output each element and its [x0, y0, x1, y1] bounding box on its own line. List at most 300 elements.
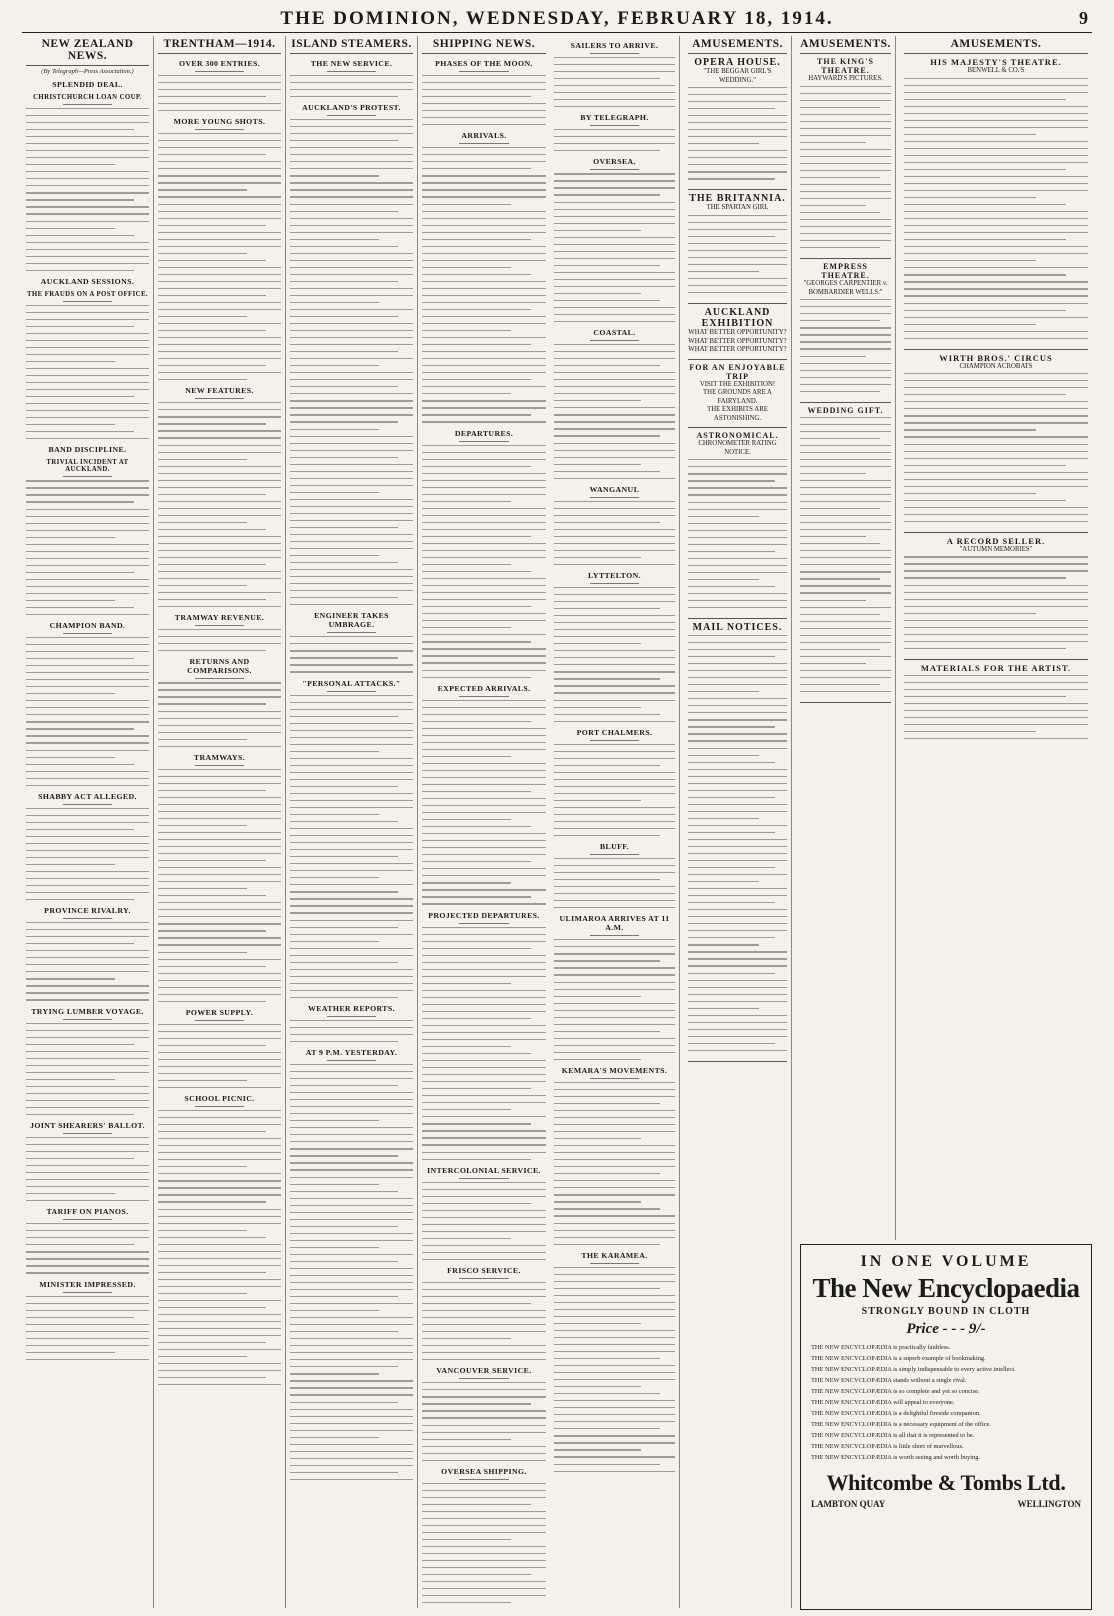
text-line: [554, 464, 641, 465]
text-line: [904, 458, 1088, 459]
ad-line: THE GROUNDS ARE A FAIRYLAND.: [703, 389, 772, 405]
text-line: [422, 480, 546, 481]
column-amusements-1: [684, 36, 792, 1608]
ency-line: THE NEW ENCYCLOPÆDIA is a delightful fireside companion.: [811, 1410, 981, 1417]
text-line: [422, 1425, 546, 1426]
text-line: [26, 878, 149, 879]
text-line: [422, 351, 546, 352]
text-line: [26, 1114, 134, 1115]
text-line: [688, 94, 787, 95]
text-line: [290, 1113, 413, 1114]
text-line: [290, 664, 413, 665]
text-line: [554, 106, 675, 107]
text-line: [26, 929, 149, 930]
ad-text-lines: [904, 675, 1088, 739]
text-line: [290, 590, 413, 591]
text-line: [290, 393, 413, 394]
text-line: [26, 396, 134, 397]
text-line: [904, 274, 1066, 275]
section-heading: EXPECTED ARRIVALS.: [437, 683, 531, 693]
ad-title: MATERIALS FOR THE ARTIST.: [920, 662, 1072, 673]
text-line: [290, 751, 379, 752]
text-line: [554, 321, 675, 322]
text-line: [554, 1414, 675, 1415]
section-heading: TRYING LUMBER VOYAGE.: [31, 1006, 144, 1016]
text-line: [26, 558, 149, 559]
section-rule: [590, 935, 638, 936]
text-line: [554, 907, 675, 908]
section-heading: THE NEW SERVICE.: [310, 59, 393, 68]
text-line: [290, 1226, 398, 1227]
text-line: [422, 239, 531, 240]
text-line: [904, 232, 1088, 233]
text-line: [290, 1282, 413, 1283]
text-line: [904, 338, 1088, 339]
text-line: [290, 147, 413, 148]
text-line: [422, 1289, 546, 1290]
text-line: [290, 772, 413, 773]
text-line: [554, 629, 675, 630]
text-line: [554, 886, 675, 887]
text-line: [554, 435, 660, 436]
ad-line: WHAT BETTER OPPORTUNITY?: [688, 329, 787, 337]
text-line: [26, 551, 149, 552]
text-line: [290, 274, 413, 275]
text-line: [422, 1088, 531, 1089]
text-line: [422, 1581, 546, 1582]
text-line: [26, 115, 149, 116]
text-line: [554, 835, 660, 836]
text-line: [158, 473, 281, 474]
text-line: [290, 800, 413, 801]
text-line: [422, 606, 531, 607]
text-line: [904, 724, 1088, 725]
text-line: [554, 1288, 660, 1289]
text-line: [554, 78, 660, 79]
text-line: [158, 739, 247, 740]
text-line: [422, 103, 546, 104]
text-line: [422, 1532, 546, 1533]
text-line: [422, 613, 546, 614]
text-line: [290, 288, 413, 289]
amusements-header: AMUSEMENTS.: [800, 36, 891, 54]
text-line: [26, 164, 115, 165]
text-line: [26, 480, 149, 481]
text-line: [158, 323, 281, 324]
text-line: [422, 1595, 546, 1596]
text-line: [904, 563, 1088, 564]
column-title: NEW ZEALAND NEWS.: [26, 36, 149, 66]
text-line: [158, 860, 266, 861]
text-line: [554, 1309, 675, 1310]
text-line: [158, 769, 281, 770]
text-line: [26, 778, 149, 779]
text-line: [290, 891, 398, 892]
text-line: [290, 927, 398, 928]
text-line: [422, 1137, 546, 1138]
text-line: [26, 143, 149, 144]
text-line: [290, 941, 379, 942]
text-line: [800, 522, 891, 523]
text-line: [688, 586, 775, 587]
text-line: [26, 885, 149, 886]
text-line: [904, 436, 1088, 437]
text-line: [422, 1518, 546, 1519]
text-line: [688, 719, 787, 720]
section-heading: WANGANUI.: [589, 484, 640, 494]
text-line: [904, 288, 1088, 289]
text-line: [800, 663, 866, 664]
text-line: [422, 1182, 546, 1183]
text-line: [26, 750, 149, 751]
text-line: [688, 593, 787, 594]
text-line: [158, 592, 281, 593]
text-line: [158, 937, 281, 938]
text-line: [904, 401, 1088, 402]
article-body: [290, 636, 413, 672]
text-line: [158, 846, 281, 847]
text-line: [26, 157, 149, 158]
text-line: [554, 1159, 675, 1160]
text-line: [688, 509, 787, 510]
section-rule: [590, 53, 638, 54]
text-line: [904, 190, 1088, 191]
text-line: [800, 384, 891, 385]
text-line: [290, 421, 398, 422]
text-line: [554, 358, 675, 359]
text-line: [554, 872, 675, 873]
section-rule: [63, 633, 112, 634]
text-line: [26, 978, 115, 979]
text-line: [554, 650, 675, 651]
text-line: [26, 815, 149, 816]
text-line: [422, 1539, 511, 1540]
text-line: [290, 730, 413, 731]
text-line: [800, 219, 891, 220]
text-line: [422, 508, 546, 509]
text-line: [290, 1191, 398, 1192]
exhibition-ad: [688, 304, 787, 360]
text-line: [688, 635, 787, 636]
text-line: [904, 225, 1088, 226]
text-line: [904, 472, 1088, 473]
text-line: [554, 194, 660, 195]
text-line: [904, 141, 1088, 142]
text-line: [554, 1435, 675, 1436]
text-line: [26, 637, 149, 638]
text-line: [290, 457, 398, 458]
text-line: [554, 786, 675, 787]
text-line: [554, 893, 675, 894]
text-line: [290, 835, 413, 836]
text-line: [26, 530, 149, 531]
ency-line: THE NEW ENCYCLOPÆDIA is worth seeing and worth buying.: [811, 1454, 981, 1461]
text-line: [688, 136, 787, 137]
section-rule: [63, 476, 112, 477]
text-line: [422, 1081, 546, 1082]
text-line: [904, 703, 1088, 704]
text-line: [554, 365, 660, 366]
text-line: [26, 333, 149, 334]
ency-body: [811, 1344, 1081, 1462]
section-rule: [459, 1378, 509, 1379]
text-line: [422, 1588, 546, 1589]
text-line: [26, 1258, 149, 1259]
text-line: [688, 944, 759, 945]
text-line: [800, 327, 891, 328]
article-body: [158, 75, 281, 111]
text-line: [688, 108, 775, 109]
text-line: [800, 170, 891, 171]
column-amusements-2: [796, 36, 896, 1240]
text-line: [158, 437, 281, 438]
text-line: [800, 614, 880, 615]
text-line: [554, 946, 675, 947]
text-line: [688, 264, 787, 265]
text-line: [26, 199, 134, 200]
text-line: [26, 150, 149, 151]
text-line: [554, 1302, 675, 1303]
text-line: [158, 1237, 266, 1238]
text-line: [554, 300, 660, 301]
text-line: [158, 1363, 281, 1364]
ency-line: THE NEW ENCYCLOPÆDIA will appeal to everyone.: [811, 1399, 955, 1406]
text-line: [26, 494, 149, 495]
text-line: [688, 832, 775, 833]
text-line: [554, 393, 675, 394]
text-line: [422, 96, 531, 97]
text-line: [422, 868, 546, 869]
text-line: [554, 751, 675, 752]
text-line: [26, 950, 149, 951]
text-line: [688, 222, 787, 223]
ad-title: THE BRITANNIA.: [689, 193, 786, 205]
text-line: [904, 731, 1036, 732]
text-line: [158, 1131, 266, 1132]
text-line: [800, 334, 891, 335]
text-line: [800, 377, 891, 378]
section-rule: [195, 71, 244, 72]
text-line: [26, 644, 149, 645]
text-line: [158, 232, 281, 233]
text-line: [800, 205, 866, 206]
text-line: [422, 819, 511, 820]
text-line: [158, 994, 281, 995]
text-line: [158, 718, 281, 719]
text-line: [904, 493, 1036, 494]
text-line: [800, 233, 891, 234]
text-line: [422, 599, 546, 600]
text-line: [422, 288, 546, 289]
section-rule: [195, 398, 244, 399]
text-line: [554, 522, 660, 523]
text-line: [422, 1189, 546, 1190]
text-line: [26, 326, 134, 327]
text-line: [26, 600, 115, 601]
text-line: [422, 1310, 546, 1311]
text-line: [688, 480, 775, 481]
text-line: [290, 1233, 413, 1234]
text-line: [158, 1314, 281, 1315]
text-line: [554, 814, 675, 815]
text-line: [554, 707, 641, 708]
text-line: [554, 550, 675, 551]
section-rule: [327, 1060, 376, 1061]
text-line: [904, 85, 1088, 86]
text-line: [26, 389, 149, 390]
text-line: [422, 253, 546, 254]
section-rule: [590, 169, 638, 170]
text-line: [422, 1317, 546, 1318]
text-line: [290, 330, 413, 331]
text-line: [422, 147, 546, 148]
text-line: [688, 115, 787, 116]
section-rule: [195, 678, 244, 679]
text-line: [422, 529, 546, 530]
text-line: [554, 1223, 675, 1224]
text-line: [904, 444, 1088, 445]
text-line: [290, 140, 398, 141]
text-line: [688, 250, 787, 251]
text-line: [290, 1155, 398, 1156]
text-line: [26, 1317, 134, 1318]
text-line: [422, 1303, 531, 1304]
text-line: [422, 1123, 531, 1124]
text-line: [158, 1117, 281, 1118]
text-line: [554, 202, 675, 203]
text-line: [800, 536, 866, 537]
text-line: [554, 428, 675, 429]
text-line: [158, 508, 281, 509]
ency-price: Price - - - 9/-: [906, 1321, 986, 1337]
record-seller-ad: [904, 533, 1088, 660]
text-line: [158, 1073, 281, 1074]
text-line: [158, 402, 281, 403]
text-line: [422, 1574, 531, 1575]
text-line: [290, 723, 413, 724]
text-line: [554, 314, 675, 315]
text-line: [26, 1244, 134, 1245]
text-line: [422, 393, 511, 394]
column-title: SHIPPING NEWS.: [422, 36, 546, 54]
text-line: [688, 930, 787, 931]
text-line: [158, 790, 266, 791]
section-heading: TARIFF ON PIANOS.: [46, 1207, 129, 1217]
text-line: [422, 1417, 546, 1418]
text-line: [158, 1335, 281, 1336]
text-line: [904, 92, 1088, 93]
text-line: [688, 122, 787, 123]
text-line: [158, 372, 281, 373]
text-line: [422, 309, 531, 310]
text-line: [422, 1011, 546, 1012]
text-line: [290, 225, 413, 226]
text-line: [422, 707, 546, 708]
text-line: [290, 154, 413, 155]
text-line: [800, 642, 891, 643]
text-line: [26, 864, 115, 865]
article-body: [554, 939, 675, 1060]
text-line: [422, 700, 546, 701]
column-shipping-continued: [550, 36, 680, 1608]
text-line: [158, 225, 266, 226]
text-line: [554, 636, 675, 637]
text-line: [290, 485, 413, 486]
section-subheading: THE FRAUDS ON A POST OFFICE.: [27, 290, 148, 298]
text-line: [554, 515, 675, 516]
text-line: [158, 564, 266, 565]
text-line: [26, 228, 115, 229]
text-line: [290, 962, 398, 963]
text-line: [158, 1349, 281, 1350]
text-line: [26, 922, 149, 923]
text-line: [290, 597, 398, 598]
text-line: [904, 675, 1088, 676]
text-line: [688, 874, 787, 875]
text-line: [26, 771, 149, 772]
text-line: [422, 875, 546, 876]
text-line: [554, 657, 675, 658]
section-heading: TRAMWAY REVENUE.: [174, 613, 265, 623]
text-line: [422, 189, 546, 190]
text-line: [688, 804, 787, 805]
text-line: [158, 853, 281, 854]
amusements-header: AMUSEMENTS.: [688, 36, 787, 54]
text-line: [158, 643, 281, 644]
section-heading: BLUFF.: [599, 842, 630, 852]
text-line: [158, 1279, 281, 1280]
article-body: [158, 1110, 281, 1385]
text-line: [800, 370, 891, 371]
text-line: [290, 1078, 413, 1079]
text-line: [554, 939, 675, 940]
text-line: [554, 293, 641, 294]
text-line: [688, 712, 787, 713]
ad-title: MAIL NOTICES.: [692, 622, 783, 633]
section-rule: [590, 583, 638, 584]
text-line: [290, 779, 413, 780]
text-line: [422, 770, 546, 771]
text-line: [904, 620, 1088, 621]
text-line: [26, 579, 149, 580]
text-line: [158, 839, 281, 840]
text-line: [554, 974, 675, 975]
text-line: [800, 677, 891, 678]
text-line: [158, 776, 281, 777]
text-line: [422, 1403, 531, 1404]
text-line: [422, 735, 546, 736]
text-line: [158, 557, 281, 558]
text-line: [554, 1096, 675, 1097]
text-line: [26, 651, 149, 652]
text-line: [422, 407, 546, 408]
text-line: [290, 1240, 413, 1241]
text-line: [554, 1124, 675, 1125]
text-line: [904, 218, 1088, 219]
ency-line: THE NEW ENCYCLOPÆDIA is practically faultless.: [811, 1344, 951, 1351]
text-line: [554, 1180, 675, 1181]
ency-line: THE NEW ENCYCLOPÆDIA is a superb example of bookmaking.: [811, 1355, 986, 1362]
text-line: [422, 1432, 546, 1433]
text-line: [422, 990, 546, 991]
text-line: [688, 87, 787, 88]
text-line: [290, 1041, 398, 1042]
shipping-sections: [422, 59, 546, 1608]
text-line: [688, 257, 787, 258]
text-line: [290, 260, 413, 261]
text-line: [800, 299, 891, 300]
text-line: [290, 702, 413, 703]
